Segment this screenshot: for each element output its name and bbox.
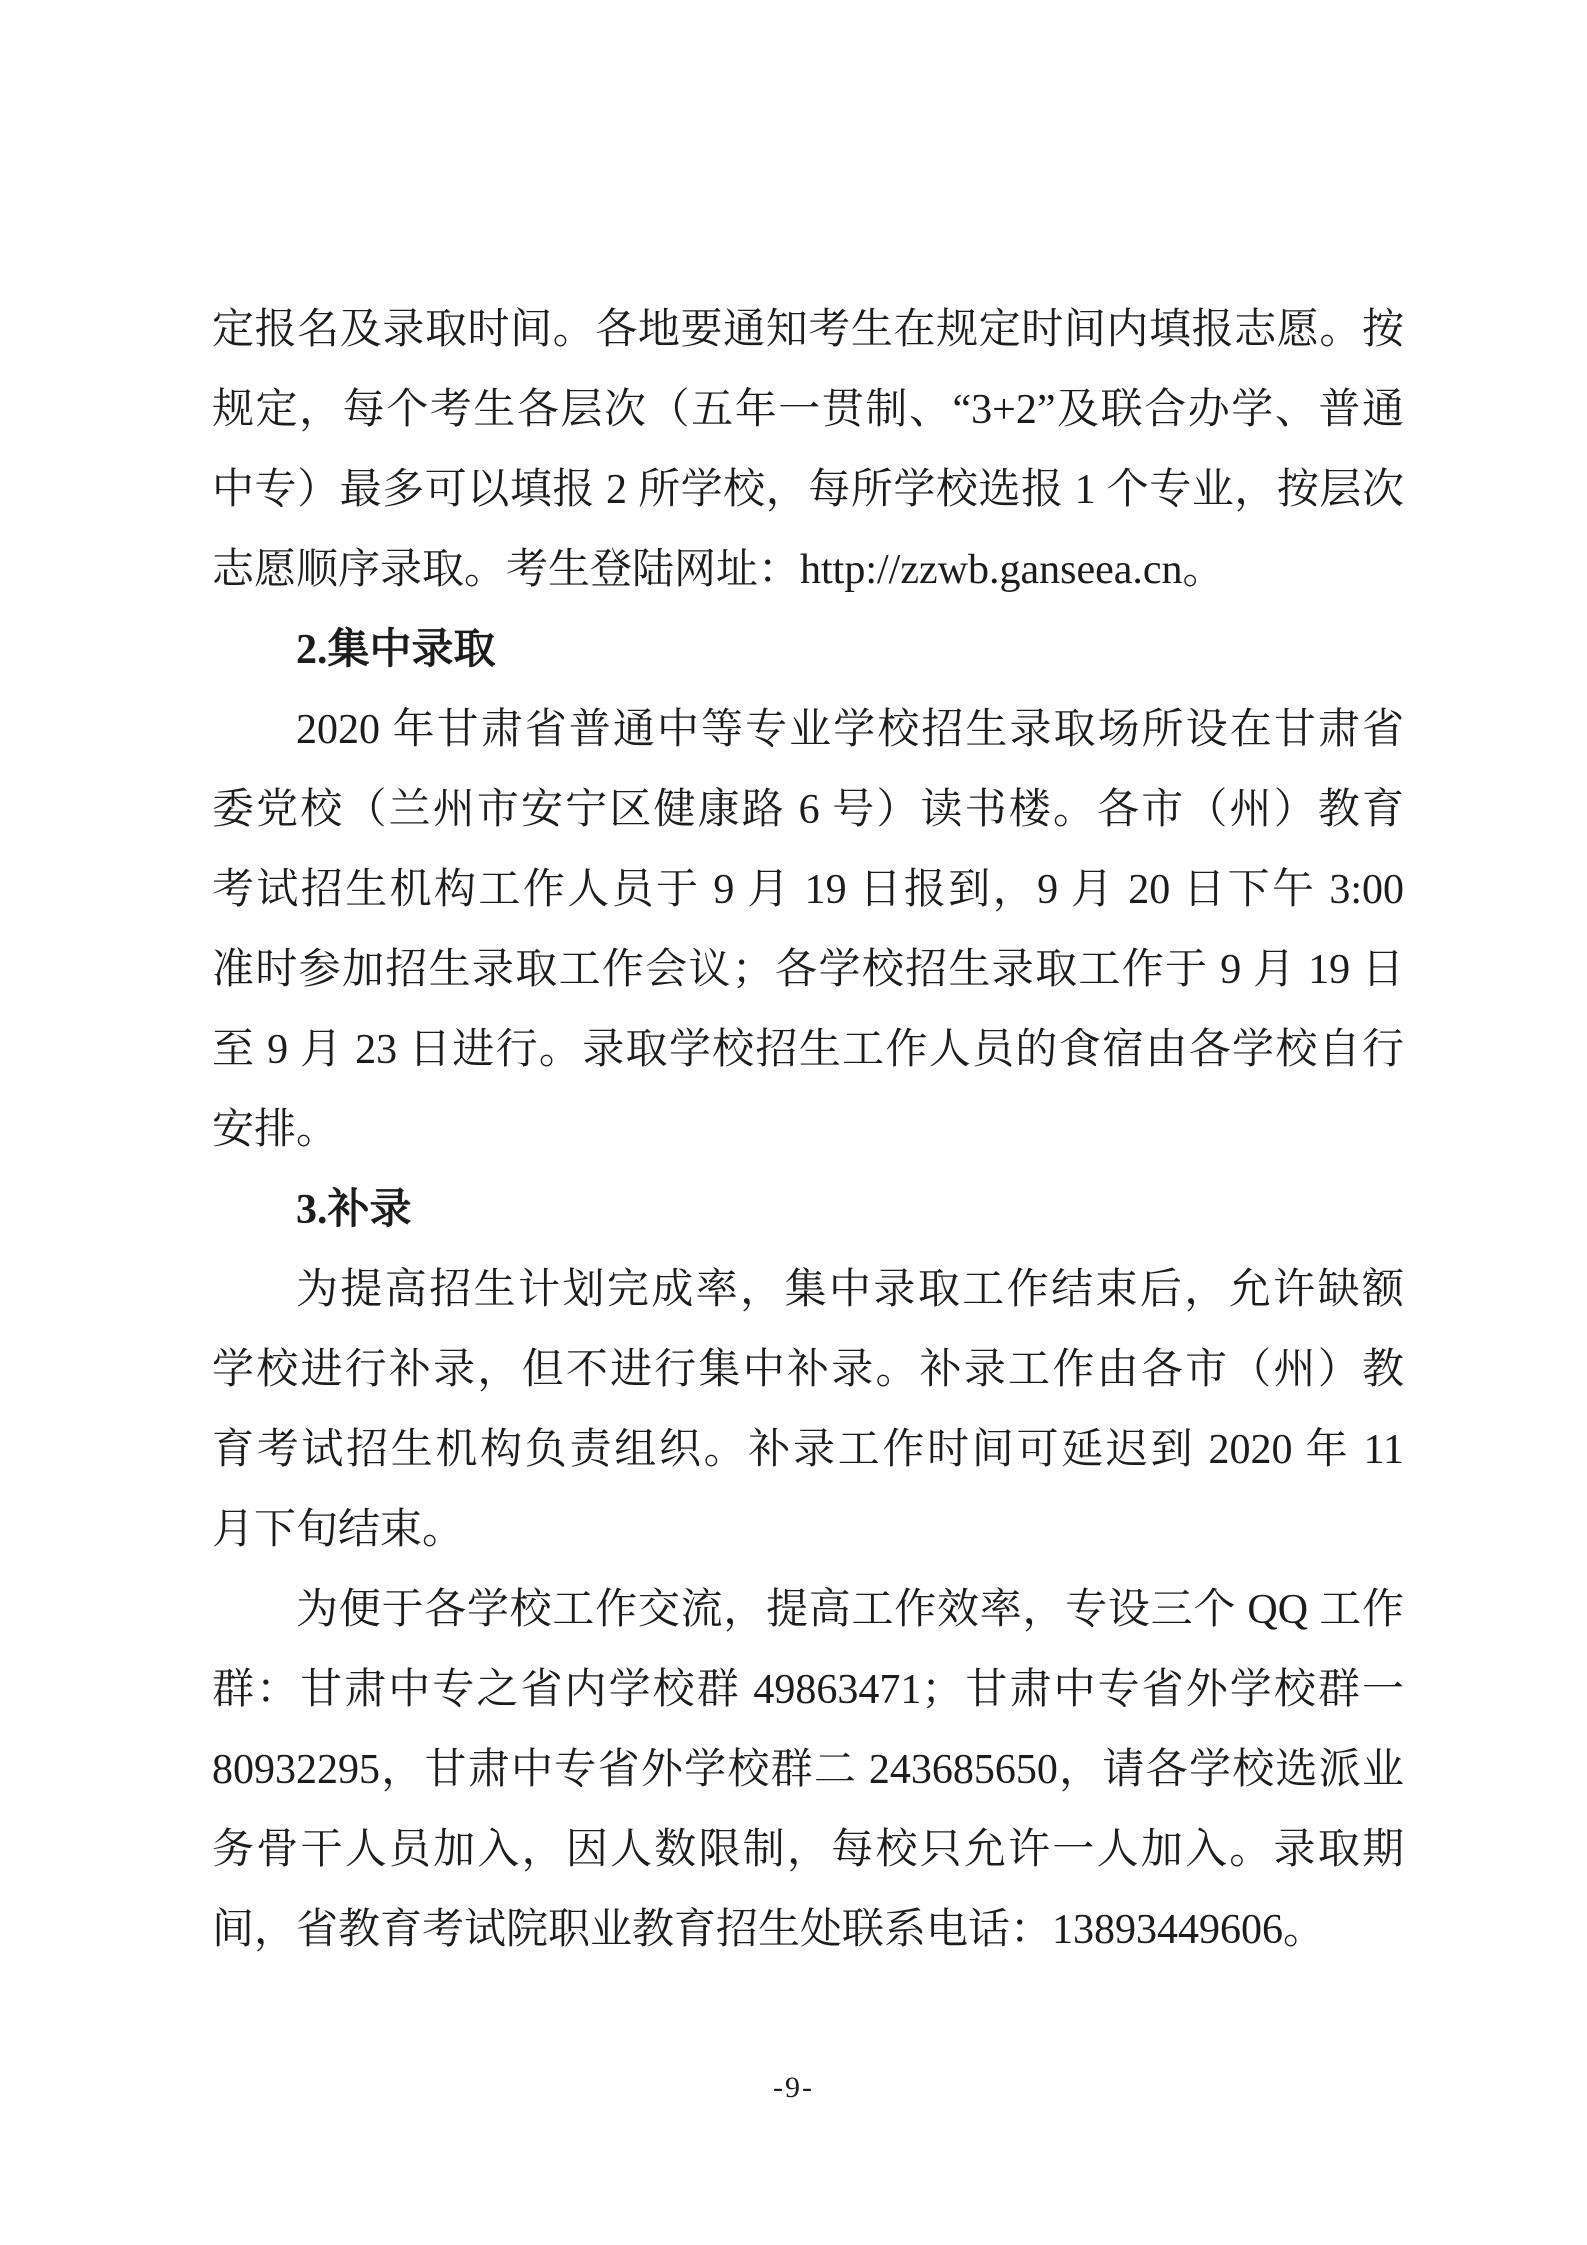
text-line: 育考试招生机构负责组织。补录工作时间可延迟到 2020 年 11: [212, 1427, 1404, 1473]
section-heading: 3.补录: [296, 1187, 412, 1233]
text-line: 为提高招生计划完成率，集中录取工作结束后，允许缺额: [296, 1267, 1404, 1313]
text-line: 规定，每个考生各层次（五年一贯制、“3+2”及联合办学、普通: [212, 387, 1404, 433]
text-line: 间，省教育考试院职业教育招生处联系电话：13893449606。: [212, 1907, 1326, 1953]
document-body: [212, 290, 1404, 1970]
text-line: 月下旬结束。: [212, 1507, 465, 1553]
text-line: 学校进行补录，但不进行集中补录。补录工作由各市（州）教: [212, 1347, 1404, 1393]
text-line: 为便于各学校工作交流，提高工作效率，专设三个 QQ 工作: [296, 1587, 1404, 1633]
text-line: 2020 年甘肃省普通中等专业学校招生录取场所设在甘肃省: [296, 707, 1404, 753]
text-line: 至 9 月 23 日进行。录取学校招生工作人员的食宿由各学校自行: [212, 1027, 1404, 1073]
text-line: 安排。: [212, 1107, 339, 1153]
text-line: 群：甘肃中专之省内学校群 49863471；甘肃中专省外学校群一: [212, 1667, 1404, 1713]
text-line: 务骨干人员加入，因人数限制，每校只允许一人加入。录取期: [212, 1827, 1404, 1873]
page-footer: [0, 2070, 1587, 2106]
text-line: 准时参加招生录取工作会议；各学校招生录取工作于 9 月 19 日: [212, 947, 1404, 993]
text-line: 志愿顺序录取。考生登陆网址：http://zzwb.ganseea.cn。: [212, 547, 1225, 593]
page-number: -9-: [773, 2071, 814, 2104]
text-line: 委党校（兰州市安宁区健康路 6 号）读书楼。各市（州）教育: [212, 787, 1404, 833]
text-line: 定报名及录取时间。各地要通知考生在规定时间内填报志愿。按: [212, 307, 1404, 353]
text-line: 80932295，甘肃中专省外学校群二 243685650，请各学校选派业: [212, 1747, 1404, 1793]
section-heading: 2.集中录取: [296, 627, 496, 673]
text-line: 中专）最多可以填报 2 所学校，每所学校选报 1 个专业，按层次: [212, 467, 1404, 513]
text-line: 考试招生机构工作人员于 9 月 19 日报到，9 月 20 日下午 3:00: [212, 867, 1404, 913]
